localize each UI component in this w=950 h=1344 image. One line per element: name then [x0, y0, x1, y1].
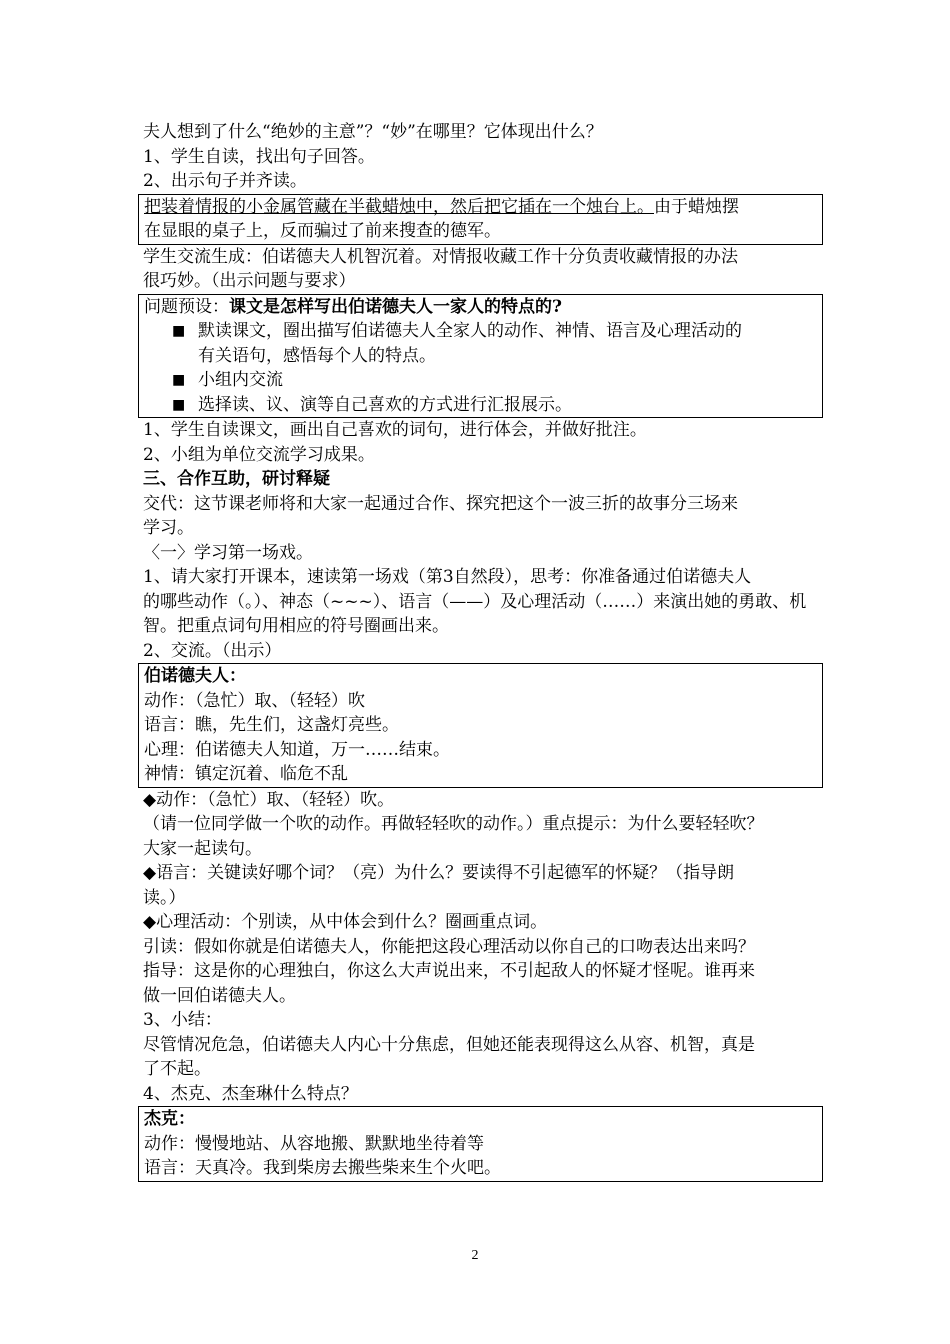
- bullet-text: 选择读、议、演等自己喜欢的方式进行汇报展示。: [198, 394, 572, 415]
- text-line: 2、出示句子并齐读。: [143, 171, 307, 191]
- square-bullet-icon: ■: [172, 323, 186, 339]
- text-line: 尽管情况危急，伯诺德夫人内心十分焦虑，但她还能表现得这么从容、机智，真是: [143, 1034, 755, 1055]
- text-line: 交代：这节课老师将和大家一起通过合作、探究把这个一波三折的故事分三场来: [143, 493, 738, 514]
- text-line: 夫人想到了什么“绝妙的主意”？“妙”在哪里？它体现出什么？: [143, 122, 603, 142]
- character-box-jack: [138, 1106, 823, 1182]
- box-line: 心理：伯诺德夫人知道，万一……结束。: [144, 739, 450, 760]
- text-line: 引读：假如你就是伯诺德夫人，你能把这段心理活动以你自己的口吻表达出来吗？: [143, 936, 755, 957]
- bullet-item: [144, 319, 817, 368]
- text-line: 1、请大家打开课本，速读第一场戏（第3自然段），思考：你准备通过伯诺德夫人: [143, 567, 752, 587]
- text-line: 3、小结：: [143, 1010, 222, 1030]
- page-number: 2: [471, 1248, 479, 1263]
- box-title: 伯诺德夫人：: [144, 666, 246, 686]
- text-line: 4、杰克、杰奎琳什么特点？: [143, 1083, 358, 1104]
- text-line: 很巧妙。（出示问题与要求）: [143, 271, 356, 291]
- bullet-item: [144, 393, 817, 418]
- text-line: 大家一起读句。: [143, 838, 262, 859]
- bullet-text: 小组内交流: [198, 370, 283, 390]
- box-line: 语言：天真冷。我到柴房去搬些柴来生个火吧。: [144, 1158, 501, 1178]
- quote-text: 由于蜡烛摆: [654, 196, 739, 217]
- text-line: 做一回伯诺德夫人。: [143, 985, 296, 1006]
- section-heading: 三、合作互助，研讨释疑: [143, 469, 330, 489]
- text-line: 的哪些动作（。）、神态（~~~）、语言（——）及心理活动（……）来演出她的勇敢、机: [143, 591, 807, 612]
- text-line: 了不起。: [143, 1059, 211, 1079]
- question-prefix: 问题预设：: [144, 296, 229, 317]
- text-line: 学习。: [143, 518, 194, 538]
- bullet-item: [144, 368, 817, 393]
- text-line: 学生交流生成：伯诺德夫人机智沉着。对情报收藏工作十分负责收藏情报的办法: [143, 246, 738, 267]
- text-line: 2、小组为单位交流学习成果。: [143, 444, 375, 465]
- text-line: ◆语言：关键读好哪个词？（亮）为什么？要读得不引起德军的怀疑？（指导朗: [143, 863, 735, 883]
- text-line: ◆心理活动：个别读，从中体会到什么？圈画重点词。: [143, 912, 548, 932]
- box-line: 神情：镇定沉着、临危不乱: [144, 764, 348, 784]
- text-line: 智。把重点词句用相应的符号圈画出来。: [143, 616, 449, 636]
- text-line: 指导：这是你的心理独白，你这么大声说出来，不引起敌人的怀疑才怪呢。谁再来: [143, 961, 755, 981]
- box-line: 动作：慢慢地站、从容地搬、默默地坐待着等: [144, 1133, 484, 1154]
- square-bullet-icon: ■: [172, 372, 186, 388]
- box-line: 动作：（急忙）取、（轻轻）吹: [144, 690, 365, 711]
- text-line: （请一位同学做一个吹的动作。再做轻轻吹的动作。）重点提示：为什么要轻轻吹？: [143, 814, 764, 834]
- square-bullet-icon: ■: [172, 396, 186, 413]
- question-text: 课文是怎样写出伯诺德夫人一家人的特点的?: [229, 296, 562, 317]
- text-line: 2、交流。（出示）: [143, 640, 282, 661]
- text-line: 读。）: [143, 887, 186, 908]
- question-line: [144, 295, 817, 320]
- quote-box-candle: [138, 194, 823, 245]
- text-line: 1、学生自读课文，画出自己喜欢的词句，进行体会，并做好批注。: [143, 420, 647, 440]
- text-line: 1、学生自读，找出句子回答。: [143, 146, 375, 167]
- quote-line: [144, 195, 817, 220]
- question-box: [138, 294, 823, 419]
- bullet-text: 默读课文，圈出描写伯诺德夫人全家人的动作、神情、语言及心理活动的有关语句，感悟每个人的特点。: [198, 321, 742, 366]
- underlined-sentence: 把装着情报的小金属管藏在半截蜡烛中，然后把它插在一个烛台上。: [144, 196, 654, 217]
- document-body: [143, 120, 823, 1182]
- quote-line: 在显眼的桌子上，反而骗过了前来搜查的德军。: [144, 221, 501, 241]
- text-line: ◆动作：（急忙）取、（轻轻）吹。: [143, 789, 395, 810]
- box-title: 杰克：: [144, 1109, 195, 1129]
- subsection-heading: 〈一〉学习第一场戏。: [143, 542, 313, 563]
- character-box-bernod: [138, 663, 823, 788]
- box-line: 语言：瞧，先生们，这盏灯亮些。: [144, 715, 399, 735]
